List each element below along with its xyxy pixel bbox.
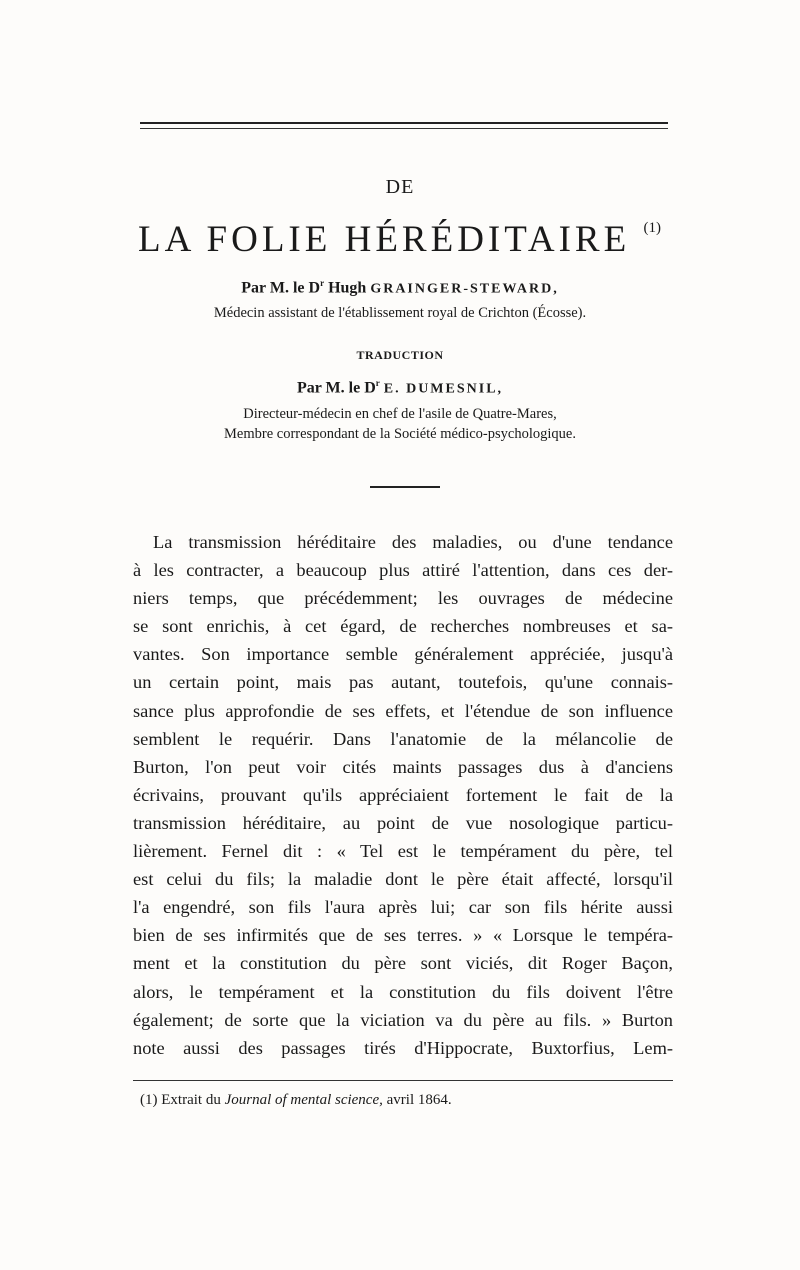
- body-line: à les contracter, a beaucoup plus attiré l'attention, dans ces der-: [133, 560, 673, 581]
- section-separator: [370, 486, 440, 488]
- footnote-text-before: Extrait du: [161, 1092, 221, 1108]
- body-line: un certain point, mais pas autant, toutefois, qu'une connais-: [133, 672, 673, 693]
- body-line: lièrement. Fernel dit : « Tel est le tempérament du père, tel: [133, 841, 673, 862]
- body-line: La transmission héréditaire des maladies, ou d'une tendance: [153, 532, 673, 552]
- body-line: l'a engendré, son fils l'aura après lui; car son fils hérite aussi: [133, 897, 673, 918]
- body-line: semblent le requérir. Dans l'anatomie de la mélancolie de: [133, 728, 673, 749]
- body-line: niers temps, que précédemment; les ouvrages de médecine: [133, 588, 673, 609]
- body-line: écrivains, prouvant qu'ils appréciaient fortement le fait de la: [133, 784, 673, 805]
- translator-role-2: Membre correspondant de la Société médico-psychologique.: [224, 426, 576, 442]
- author-role: Médecin assistant de l'établissement royal de Crichton (Écosse).: [213, 305, 587, 321]
- body-line: transmission héréditaire, au point de vue nosologique particu-: [133, 812, 673, 833]
- body-line: sance plus approfondie de ses effets, et l'étendue de son influence: [133, 700, 673, 721]
- translator-byline: [0, 378, 800, 397]
- body-line: Burton, l'on peut voir cités maints passages dus à d'anciens: [133, 756, 673, 777]
- body-line: également; de sorte que la viciation va du père au fils. » Burton: [133, 1009, 673, 1030]
- author-prefix: Par M. le D: [241, 279, 321, 297]
- top-rule: [140, 122, 668, 124]
- body-paragraph: [133, 528, 673, 1062]
- footnote: [140, 1092, 670, 1109]
- author-surname: GRAINGER-STEWARD,: [370, 281, 559, 297]
- body-line: bien de ses infirmités que de ses terres. » « Lorsque le tempéra-: [133, 925, 673, 946]
- body-line: note aussi des passages tirés d'Hippocrate, Buxtorfius, Lem-: [133, 1037, 673, 1058]
- body-line: se sont enrichis, à cet égard, de recherches nombreuses et sa-: [133, 616, 673, 637]
- footnote-text-after: avril 1864.: [386, 1092, 452, 1108]
- body-line: alors, le tempérament et la constitution du fils doivent l'être: [133, 981, 673, 1002]
- translation-label: TRADUCTION: [356, 348, 444, 362]
- translator-prefix-sup: r: [375, 378, 380, 388]
- translator-role-1: Directeur-médecin en chef de l'asile de Quatre-Mares,: [243, 406, 557, 422]
- title-prefix: DE: [385, 176, 415, 198]
- body-line: vantes. Son importance semble généralement appréciée, jusqu'à: [133, 644, 673, 665]
- author-first-name: Hugh: [328, 279, 367, 297]
- author-prefix-sup: r: [320, 278, 325, 288]
- footnote-marker: (1): [140, 1092, 158, 1108]
- author-byline: [0, 278, 800, 297]
- title-footnote-ref: (1): [643, 219, 661, 236]
- page-title: [138, 218, 758, 261]
- title-text: LA FOLIE HÉRÉDITAIRE: [138, 219, 631, 260]
- footnote-journal: Journal of mental science,: [224, 1092, 383, 1108]
- translator-name: E. DUMESNIL,: [383, 381, 504, 397]
- footnote-rule: [133, 1080, 673, 1081]
- body-line: ment et la constitution du père sont viciés, dit Roger Baçon,: [133, 953, 673, 974]
- translator-prefix: Par M. le D: [296, 379, 376, 397]
- top-rule-thin: [140, 128, 668, 129]
- body-line: est celui du fils; la maladie dont le père était affecté, lorsqu'il: [133, 869, 673, 890]
